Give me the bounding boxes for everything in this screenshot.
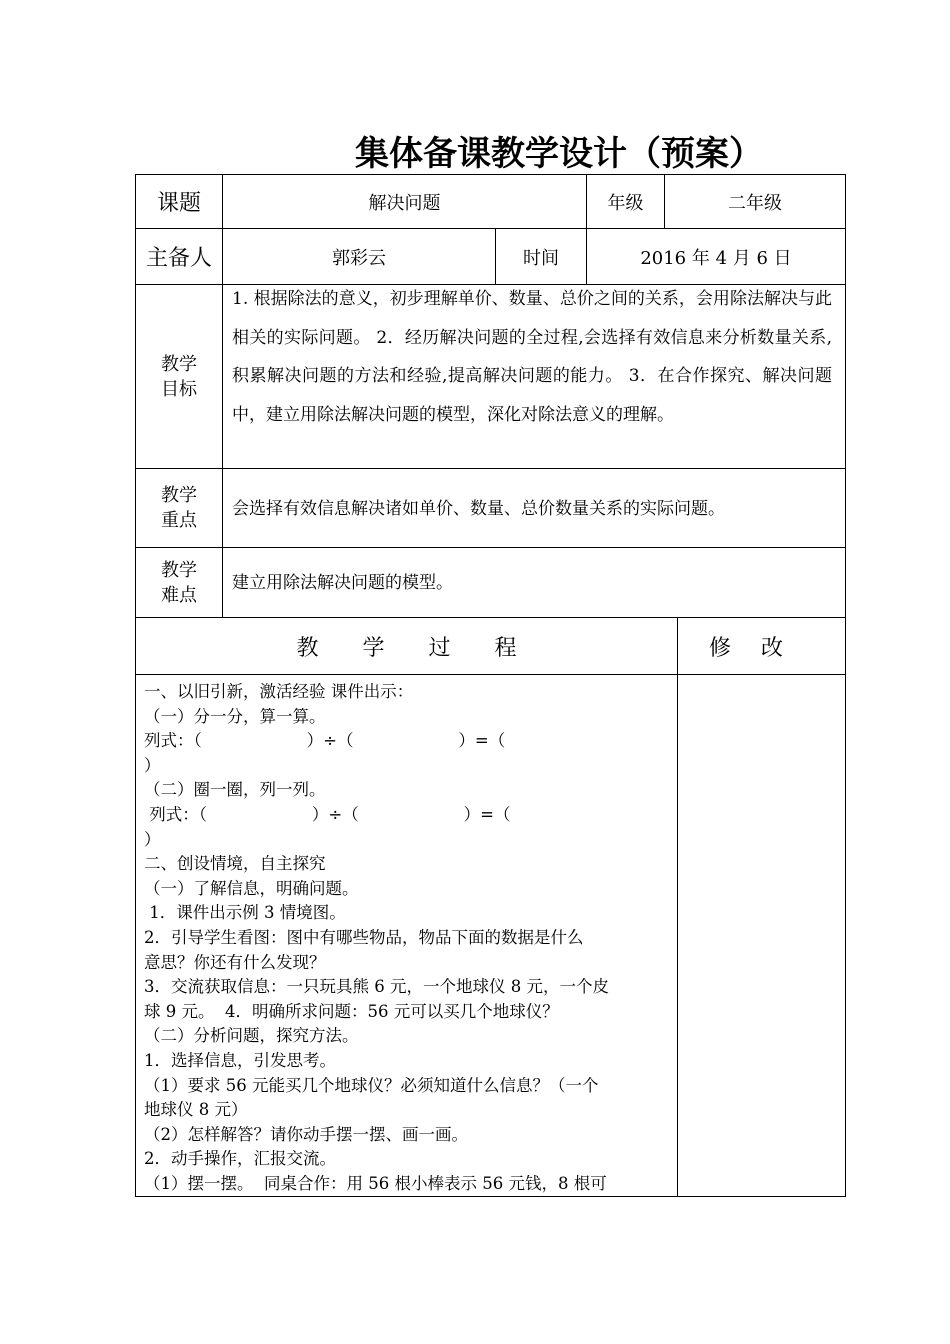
time-value: 2016 年 4 月 6 日 xyxy=(640,247,792,269)
process-line: （一）了解信息，明确问题。 xyxy=(144,878,359,898)
process-line: 1．课件出示例 3 情境图。 xyxy=(144,903,346,923)
process-line: （1）要求 56 元能买几个地球仪？必须知道什么信息？（一个 xyxy=(144,1075,599,1095)
difficulties-label xyxy=(136,548,222,617)
goals-label-line1: 教学 xyxy=(161,353,197,375)
difficulties-text: 建立用除法解决问题的模型。 xyxy=(232,573,453,593)
difficulties-label-line1: 教学 xyxy=(161,559,197,581)
process-content xyxy=(144,680,672,1196)
preparer-label: 主备人 xyxy=(145,246,212,271)
grade-label: 年级 xyxy=(607,192,644,214)
grade-value: 二年级 xyxy=(728,192,782,214)
subject-label: 课题 xyxy=(156,191,201,216)
process-line: 意思？你还有什么发现？ xyxy=(144,952,326,972)
process-line: 1．选择信息，引发思考。 xyxy=(144,1050,336,1070)
page-title: 集体备课教学设计（预案） xyxy=(355,134,763,174)
goals-text: 1. 根据除法的意义，初步理解单价、数量、总价之间的关系，会用除法解决与此相关的实际问题。 2．经历解决问题的全过程,会选择有效信息来分析数量关系,积累解决问题的方法和经验,提高解决问题的能力。 3．在合作探究、解决问题中，建立用除法解决问题的模型，深化对除法意义的理解。 xyxy=(232,289,832,425)
key-points-label-line1: 教学 xyxy=(161,485,197,506)
process-line: 地球仪 8 元） xyxy=(144,1100,248,1120)
process-line: 2．引导学生看图：图中有哪些物品，物品下面的数据是什么 xyxy=(144,927,584,947)
process-header-char: 程 xyxy=(494,635,517,661)
goals-label xyxy=(136,285,222,468)
process-line: 一、以旧引新，激活经验 课件出示： xyxy=(144,682,414,701)
process-line: ） xyxy=(144,755,161,775)
process-line: （一）分一分，算一算。 xyxy=(144,706,326,726)
process-header xyxy=(136,618,677,674)
process-line: ） xyxy=(144,829,161,849)
key-points-label-line2: 重点 xyxy=(161,510,197,531)
process-header-char: 学 xyxy=(362,635,385,661)
process-line: （二）分析问题，探究方法。 xyxy=(144,1026,359,1046)
key-points-text: 会选择有效信息解决诸如单价、数量、总价数量关系的实际问题。 xyxy=(232,499,725,519)
process-line: 球 9 元。 4．明确所求问题：56 元可以买几个地球仪？ xyxy=(144,1001,559,1021)
revision-header xyxy=(678,618,845,674)
process-line: 二、创设情境，自主探究 xyxy=(144,854,326,874)
process-line: （二）圈一圈，列一列。 xyxy=(144,780,326,800)
process-line: （1）摆一摆。 同桌合作：用 56 根小棒表示 56 元钱，8 根可 xyxy=(144,1173,607,1193)
key-points-label xyxy=(136,469,222,547)
revision-header-char: 改 xyxy=(761,635,784,661)
preparer-value: 郭彩云 xyxy=(332,247,386,269)
process-line: 列式：（ ）÷（ ）=（ xyxy=(144,804,511,824)
process-header-char: 过 xyxy=(428,635,451,661)
process-line: 3．交流获取信息：一只玩具熊 6 元，一个地球仪 8 元，一个皮 xyxy=(144,977,609,997)
subject-value: 解决问题 xyxy=(368,192,441,214)
revision-header-char: 修 xyxy=(709,635,732,661)
process-line: 2．动手操作，汇报交流。 xyxy=(144,1149,336,1169)
time-label: 时间 xyxy=(523,247,559,269)
goals-label-line2: 目标 xyxy=(161,378,197,400)
difficulties-label-line2: 难点 xyxy=(161,584,197,606)
process-header-char: 教 xyxy=(296,635,319,661)
process-line: 列式：（ ）÷（ ）=（ xyxy=(144,731,506,751)
process-line: （2）怎样解答？请你动手摆一摆、画一画。 xyxy=(144,1124,468,1144)
